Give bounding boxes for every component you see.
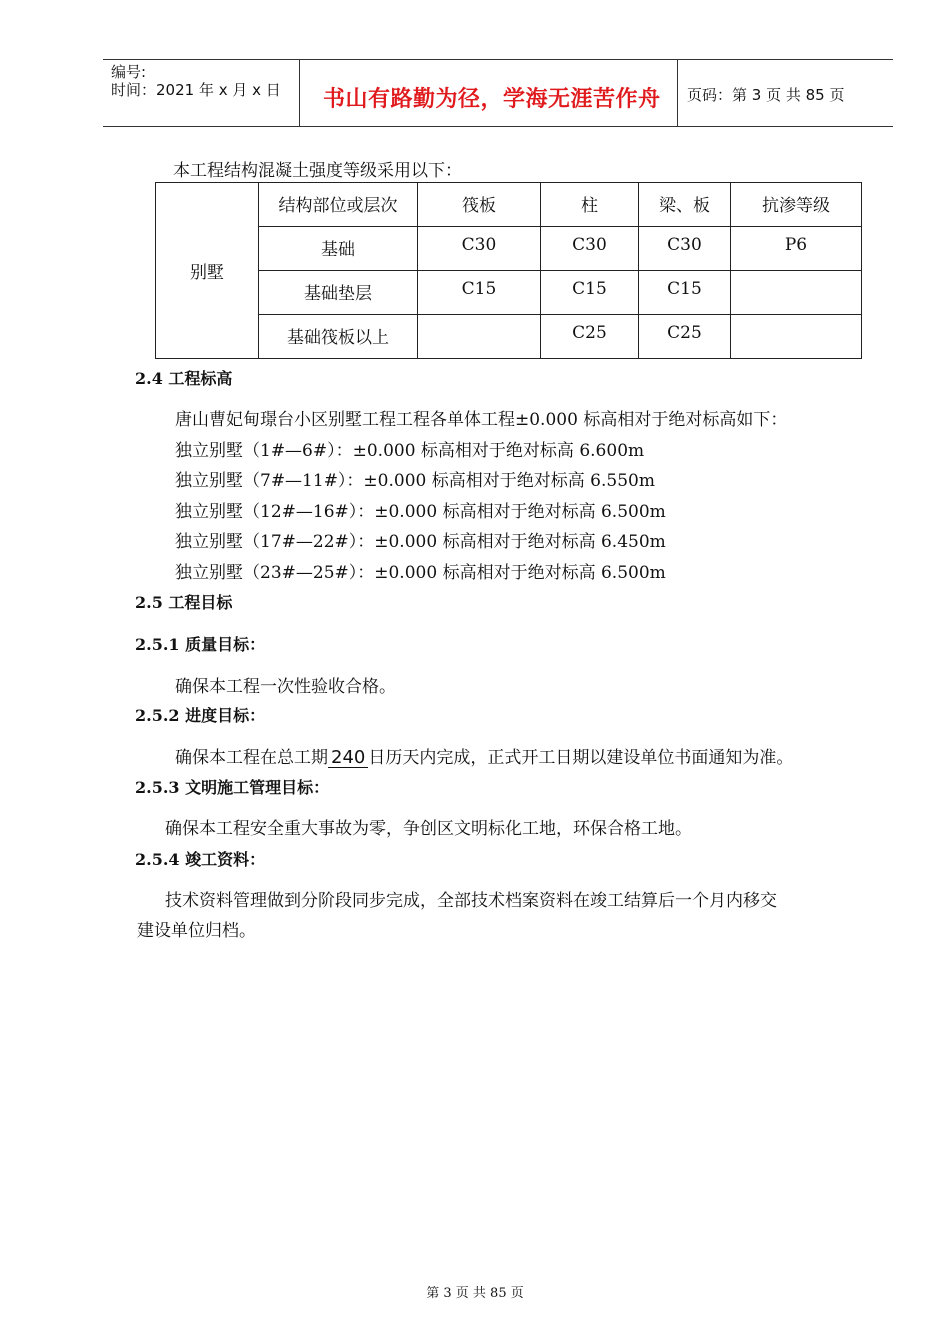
table-cell: 基础 [259,227,418,271]
table-cell: C30 [541,227,639,271]
table-row [156,227,862,271]
elevation-line: 独立别墅（17#—22#）：±0.000 标高相对于绝对标高 6.450m [175,532,666,552]
schedule-post: 日历天内完成，正式开工日期以建设单位书面通知为准。 [368,748,794,768]
elevation-line: 独立别墅（12#—16#）：±0.000 标高相对于绝对标高 6.500m [175,502,666,522]
table-cell [418,315,541,359]
section-heading-2-5: 2.5 工程目标 [135,593,233,612]
header-divider [299,59,300,127]
table-cell: 基础筏板以上 [259,315,418,359]
schedule-days: 240 [328,749,368,768]
table-cell: C30 [418,227,541,271]
table-header-cell: 筏板 [418,183,541,227]
completion-docs-text-cont: 建设单位归档。 [137,921,256,941]
table-row [156,183,862,227]
section-heading-2-5-4: 2.5.4 竣工资料： [135,850,266,869]
table-cell: P6 [731,227,862,271]
table-row [156,315,862,359]
table-row-header: 别墅 [156,183,259,359]
table-cell: 基础垫层 [259,271,418,315]
elevation-line: 独立别墅（7#—11#）：±0.000 标高相对于绝对标高 6.550m [175,471,655,491]
table-cell [731,315,862,359]
table-cell: C25 [639,315,731,359]
table-cell: C25 [541,315,639,359]
section-heading-2-5-1: 2.5.1 质量目标： [135,635,266,654]
table-cell [731,271,862,315]
elevation-intro: 唐山曹妃甸璟台小区别墅工程工程各单体工程±0.000 标高相对于绝对标高如下： [175,410,788,430]
table-header-cell: 结构部位或层次 [259,183,418,227]
schedule-pre: 确保本工程在总工期 [175,748,328,768]
header-bottom-rule [103,126,893,127]
table-row [156,271,862,315]
table-cell: C15 [418,271,541,315]
table-header-cell: 柱 [541,183,639,227]
section-heading-2-5-2: 2.5.2 进度目标： [135,706,266,725]
elevation-line: 独立别墅（23#—25#）：±0.000 标高相对于绝对标高 6.500m [175,563,666,583]
header-divider [677,59,678,127]
table-cell: C30 [639,227,731,271]
section-heading-2-4: 2.4 工程标高 [135,369,233,388]
schedule-goal-text [175,743,793,768]
civil-construction-goal-text: 确保本工程安全重大事故为零，争创区文明标化工地，环保合格工地。 [165,819,692,839]
serial-label: 编号: [111,63,147,81]
quality-goal-text: 确保本工程一次性验收合格。 [175,677,396,697]
table-cell: C15 [639,271,731,315]
concrete-grade-table [155,182,862,359]
table-cell: C15 [541,271,639,315]
table-header-cell: 梁、板 [639,183,731,227]
table-intro: 本工程结构混凝土强度等级采用以下： [173,161,462,181]
page-footer: 第 3 页 共 85 页 [426,1286,524,1301]
completion-docs-text: 技术资料管理做到分阶段同步完成，全部技术档案资料在竣工结算后一个月内移交 [165,891,777,911]
page-label: 页码：第 3 页 共 85 页 [687,86,845,104]
header-top-rule [103,59,893,60]
header-motto: 书山有路勤为径，学海无涯苦作舟 [323,87,661,112]
table-header-cell: 抗渗等级 [731,183,862,227]
time-label: 时间：2021 年 x 月 x 日 [111,81,281,99]
elevation-line: 独立别墅（1#—6#）：±0.000 标高相对于绝对标高 6.600m [175,441,645,461]
section-heading-2-5-3: 2.5.3 文明施工管理目标： [135,778,330,797]
